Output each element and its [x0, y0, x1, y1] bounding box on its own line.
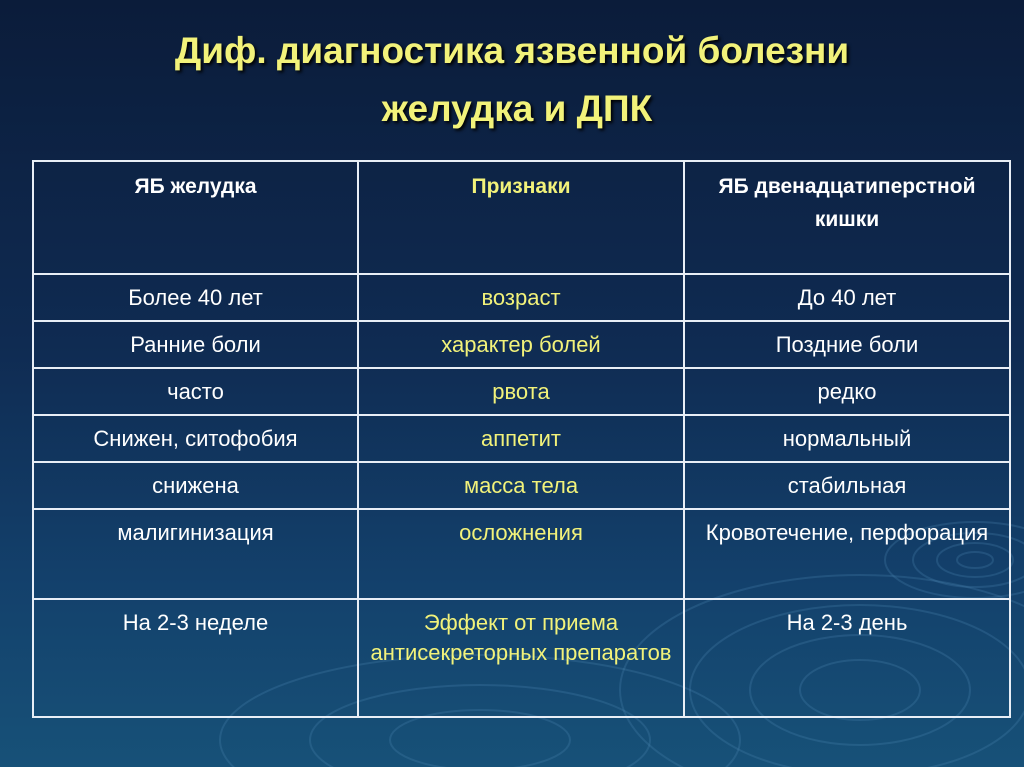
table-header-row	[33, 161, 1010, 274]
cell-gastric: малигинизация	[33, 509, 358, 599]
cell-gastric: часто	[33, 368, 358, 415]
header-duodenal-ulcer: ЯБ двенадцатиперстной кишки	[684, 161, 1010, 274]
cell-gastric: Ранние боли	[33, 321, 358, 368]
cell-gastric: снижена	[33, 462, 358, 509]
cell-duodenal: До 40 лет	[684, 274, 1010, 321]
cell-sign: рвота	[358, 368, 684, 415]
cell-duodenal: Поздние боли	[684, 321, 1010, 368]
cell-gastric: Снижен, ситофобия	[33, 415, 358, 462]
cell-sign: характер болей	[358, 321, 684, 368]
cell-sign: осложнения	[358, 509, 684, 599]
table-row	[33, 462, 1010, 509]
cell-sign: аппетит	[358, 415, 684, 462]
cell-duodenal: Кровотечение, перфорация	[684, 509, 1010, 599]
header-signs: Признаки	[358, 161, 684, 274]
table-row	[33, 321, 1010, 368]
table-row	[33, 368, 1010, 415]
slide-title-line-1: Диф. диагностика язвенной болезни	[174, 30, 850, 71]
header-gastric-ulcer: ЯБ желудка	[33, 161, 358, 274]
cell-sign: масса тела	[358, 462, 684, 509]
table-row	[33, 415, 1010, 462]
table-row	[33, 509, 1010, 599]
cell-duodenal: редко	[684, 368, 1010, 415]
table-row	[33, 274, 1010, 321]
table-row	[33, 599, 1010, 717]
cell-sign: Эффект от приема антисекреторных препаратов	[358, 599, 684, 717]
slide-title	[0, 22, 1024, 138]
slide-title-line-2: желудка и ДПК	[381, 88, 653, 129]
cell-duodenal: стабильная	[684, 462, 1010, 509]
differential-diagnosis-table	[32, 160, 1011, 718]
cell-duodenal: нормальный	[684, 415, 1010, 462]
cell-gastric: Более 40 лет	[33, 274, 358, 321]
cell-gastric: На 2-3 неделе	[33, 599, 358, 717]
cell-sign: возраст	[358, 274, 684, 321]
cell-duodenal: На 2-3 день	[684, 599, 1010, 717]
